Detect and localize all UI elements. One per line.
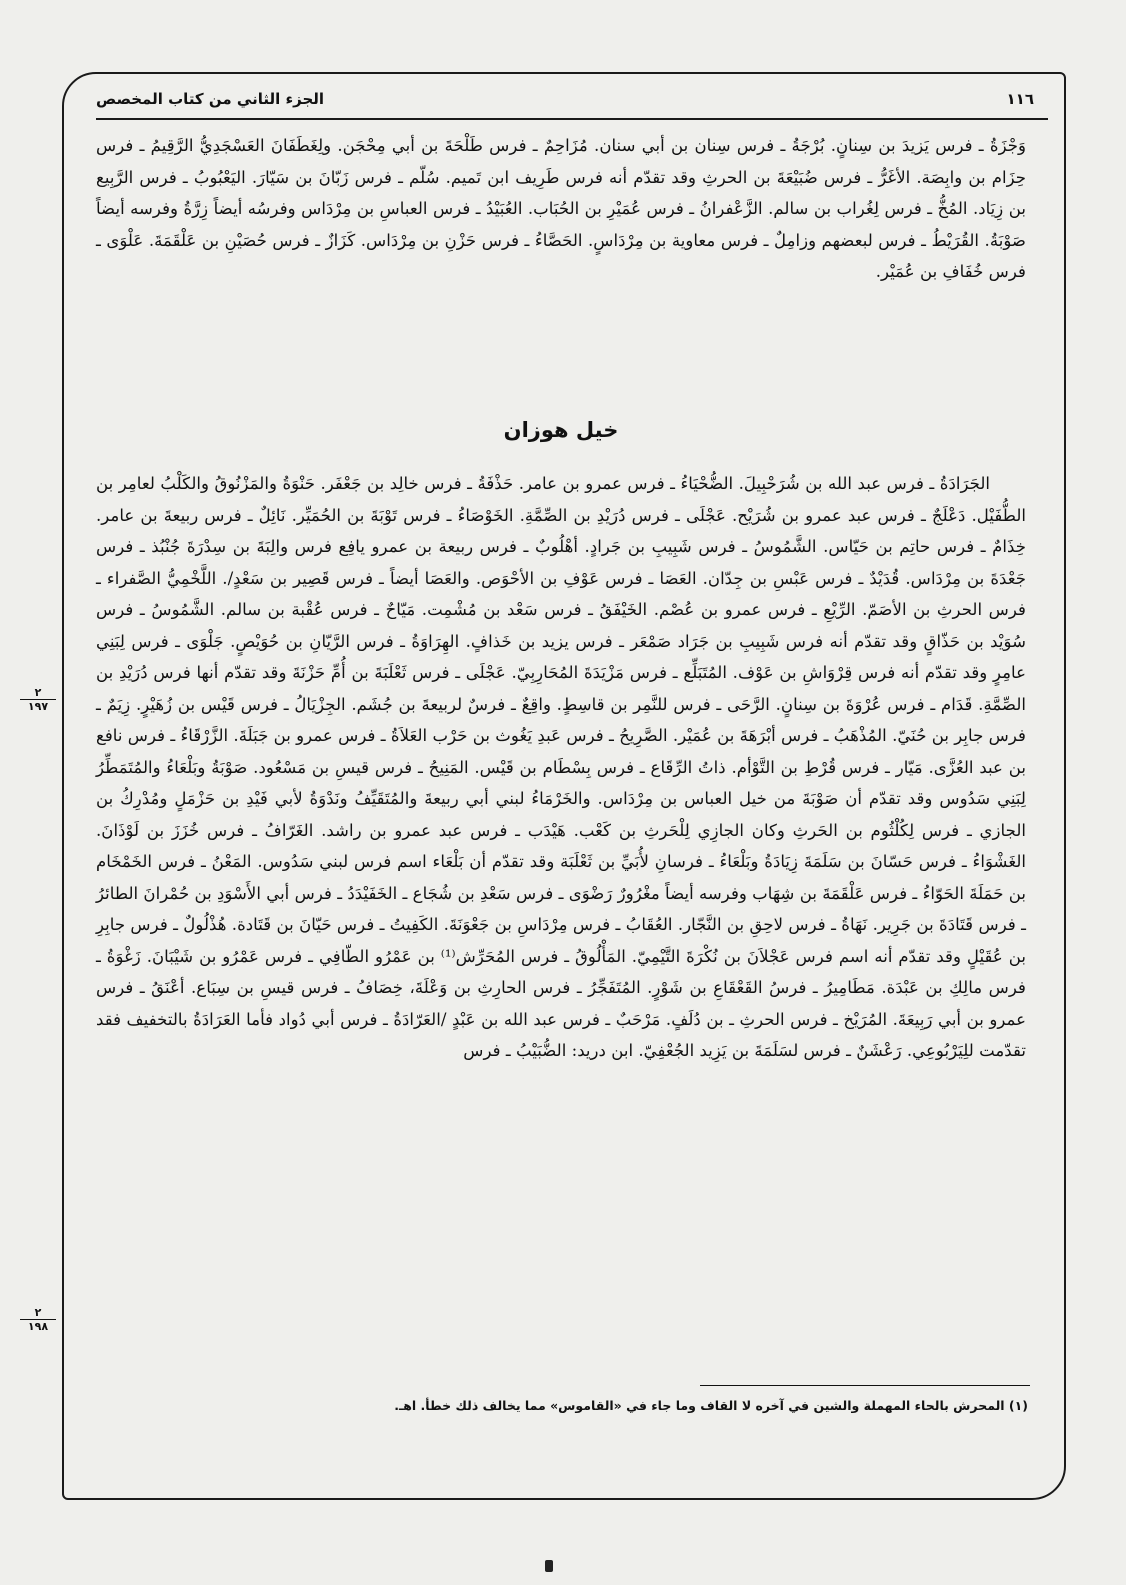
- margin-note-numerator: ٢: [20, 1306, 56, 1320]
- margin-page-note: [20, 686, 56, 713]
- header-rule: [96, 118, 1048, 120]
- margin-note-numerator: ٢: [20, 686, 56, 700]
- section-heading: خيل هوزان: [503, 418, 619, 442]
- page-number: ١١٦: [1006, 90, 1034, 108]
- main-paragraph-text: الجَرَادَةُ ـ فرس عبد الله بن شُرَحْبِيلَ. الضُّحْيَاءُ ـ فرس عمرو بن عامر. حَذْفَةُ ـ فرس خالِد بن جَعْفَر. حَنْوَةُ والمَزْنُوقُ والكَلْبُ لعامِر بن الطُّفَيْل. دَعْلَجٌ ـ فرس عبد عمرو بن شُرَيْح. عَجْلَى ـ فرس دُرَيْدِ بن الصِّمَّةِ. الخَوْصَاءُ ـ فرس تَوْبَةَ بن الحُمَيِّر. نَائِلٌ ـ فرس ربيعةَ بن عامر. خِذَامٌ ـ فرس حاتِم بن حَيّاس. الشَّمُوسُ ـ فرس شَبِيبِ بن جَرادٍ. أهْلُوبٌ ـ فرس ربيعة بن عمرو يافِع فرس والِبَةَ بن سِدْرَةَ جُنْبُذ ـ فرس جَعْدَةَ بن مِرْدَاس. قُدَيْدٌ ـ فرس عَبْسِ بن جِدّان. العَصَا ـ فرس عَوْفِ بن الأحْوَص. والعَصَا أيضاً ـ فرس قَصِير بن سَعْدٍ/. اللَّخْمِيُّ الصَّفراء ـ فرس الحرثِ بن الأصَمّ. الرِّيْعِ ـ فرس عمرو بن عُصْم. الخَيْفَقُ ـ فرس سَعْد بن مُشْمِت. مَيّاحٌ ـ فرس عُقْبة بن سالم. الشَّمُوسُ ـ فرس سُوَيْد بن حَذّاقٍ وقد تقدّم أنه فرس شَبِيبِ بن جَرَاد صَمْعَر ـ فرس يزيد بن خَذافٍ. الهِرَاوَةُ ـ فرس الرَّيّانِ بن حُوَيْصٍ. جَلْوَى ـ فرس لِبَنِي عامِرٍ وقد تقدّم أنه فرس قِرْوَاشِ بن عَوْف. المُتَبَلِّع ـ فرس مَزْيَدَةَ المُحَارِبِيّ. عَجْلَى ـ فرس ثَعْلَبَةَ بن أُمِّ حَزْنَةَ وقد تقدّم أنها فرس دُرَيْدِ بن الصِّمَّةِ. قَدَام ـ فرس عُرْوَةَ بن سِنانٍ. الرَّحَى ـ فرس للنَّمِر بن قاسِطٍ. واقِعٌ ـ فرسٌ لربيعةَ بن جُشَم. الجِزْيَالُ ـ فرس قَيْس بن زُهَيْرٍ. زِيَمٌ ـ فرس جابِر بن حُنَيّ. المُذْهَبُ ـ فرس أبْرَهَةَ بن عُمَيْر. الصَّرِيحُ ـ فرس عَبدِ يَغُوث بن حَرْب العَلاَةُ ـ فرس عمرو بن جَبَلَةَ. الزَّرْقَاءُ ـ فرس نافع بن عبد العُزَّى. مَيّار ـ فرس قُرْطِ بن التَّوْأم. ذاتُ الرِّقَاع ـ فرس بِسْطَام بن قَيْس. المَنِيحُ ـ فرس قيسِ بن مَسْعُود. صَوْبَةُ وبَلْعَاءُ والمُتَمَطِّرُ لِبَنِي سَدُوس وقد تقدّم أن صَوْبَةَ من خيل العباس بن مِرْدَاس. والخَرْمَاءُ لبني أبي ربيعةَ والمُتَقَيِّفُ ونَدْوَةُ لأبي فَيْدِ بن حَزْمَلٍ ومُدْرِكُ بن الجازي ـ فرس لِكُلْثُوم بن الحَرثِ وكان الجازِي لِلْحَرثِ بن كَعْب. هَيْدَب ـ فرس عبد عمرو بن راشد. الغَرّافُ ـ فرس خُزَزَ بن لَوْذَانَ. الغَشْوَاءُ ـ فرس حَسّانَ بن سَلَمَةَ زِيَادَةُ وبَلْعَاءُ ـ فرسانِ لأُبَيِّ بن ثَعْلَبَة وقد تقدّم أن بَلْعَاء اسم فرس لبني سَدُوس. المَعْنُ ـ فرس الخَمْخَام بن حَمَلَةَ الحَوّاءُ ـ فرس عَلْقَمَةَ بن شِهَاب وفرسه أيضاً مغْرُورٌ رَضْوَى ـ فرس سَعْدِ بن شُجَاع ـ الخَفَيْدَدُ ـ فرس أبي الأَسْوَدِ بن حُمْرانَ الطائرُ ـ فرس قَتَادَةَ بن جَرِير. نَهَاةُ ـ فرس لاحِقِ بن النَّجّار. العُقَابُ ـ فرس مِرْدَاسِ بن جَعْوَنَةَ. الكَفِيتُ ـ فرس حَيّانَ بن قَتَادة. هُذْلُولٌ ـ فرس جابِرِ بن عُقَيْلٍ وقد تقدّم أنه اسم فرس عَجْلاَنَ بن نُكْرَةَ التَّيْمِيّ. المَأْلُوقُ ـ فرس المُحَرِّش⁽¹⁾ بن عَمْرُو الطّافِي ـ فرس عَمْرُو بن شَيْبَانَ. زَغْوَةُ ـ فرس مالِكِ بن عَبْدَة. مَطَامِيرُ ـ فرسُ القَعْقَاعِ بن شَوْرٍ. المُتَفَجِّرُ ـ فرس الحارِثِ بن وَعْلَةَ، خِصَافُ ـ فرس قيسِ بن سِبَاع. أعْنَقُ ـ فرس عمرو بن أبي رَبِيعَةَ. المُرَيْخ ـ فرس الحرثِ ـ بن دُلَفٍ. مَرْحَبٌ ـ فرس عبد الله بن عَبْدٍ /العَرّادَةُ ـ فرس أبي دُواد فأما العَرَادَةُ بالتخفيف فقد تقدّمت للِيَرْبُوعِي. رَعْشَنٌ ـ فرس لسَلَمَةَ بن يَزِيد الجُعْفِيّ. ابن دريد: الضُّبَيْبُ ـ فرس: [96, 474, 1027, 1060]
- intro-paragraph-text: وَجْزَةُ ـ فرس يَزيدَ بن سِنانٍ. بُرْجَةُ ـ فرس سِنان بن أبي سنان. مُزَاحِمٌ ـ فرس طَلْحَةَ بن أبي مِحْجَن. ولِغَطَفَانَ العَسْجَدِيُّ الرَّقِيمُ ـ فرس حِزَام بن وابِصَة. الأغَرُّ ـ فرس ضُبَيْعَةَ بن الحرثِ وقد تقدّم أنه فرس طَرِيف ابن تَميم. سُلّم ـ فرس زَبّانَ بن سَيّارَ. اليَعْبُوبُ ـ فرس الرَّبِيع بن زِيَاد. المُخُّ ـ فرس لِغُراب بن سالم. الزَّعْفرانُ ـ فرس عُمَيْرِ بن الحُبَاب. العُبَيْدُ ـ فرس العباسِ بن مِرْدَاس وفرسُه أيضاً زِرَّةُ وفرسه أيضاً صَوْبَةُ. القُرَيْطُ ـ فرس لبعضهم وزامِلٌ ـ فرس معاوية بن مِرْدَاسٍ. الحَصَّاءُ ـ فرس حَزْنِ بن مِرْدَاس. كَزَازٌ ـ فرس حُصَيْنِ بن عَلْقَمَةَ. عَلْوَى ـ فرس خُفَافِ بن عُمَيْر.: [96, 136, 1026, 281]
- book-title: الجزء الثاني من كتاب المخصص: [96, 90, 325, 108]
- footnote-rule: [700, 1385, 1030, 1386]
- intro-paragraph: [96, 130, 1026, 288]
- running-header: [84, 88, 1046, 118]
- footnote: (١) المحرش بالحاء المهملة والشين في آخره لا القاف وما جاء في «القاموس» مما يخالف ذلك خطأ. اهـ.: [394, 1398, 1028, 1413]
- margin-note-denominator: ١٩٧: [27, 700, 49, 713]
- margin-note-denominator: ١٩٨: [27, 1320, 49, 1333]
- main-paragraph: [96, 468, 1026, 1067]
- margin-page-note: [20, 1306, 56, 1333]
- scan-mark: [545, 1560, 553, 1572]
